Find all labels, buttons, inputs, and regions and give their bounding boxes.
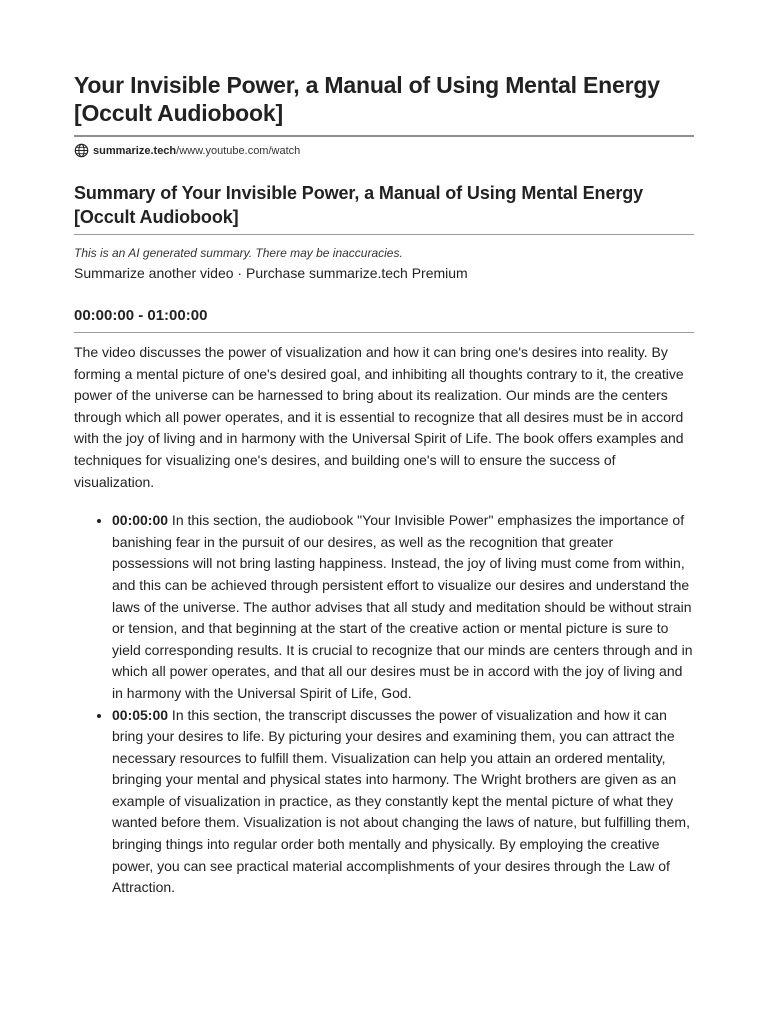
timestamp-link[interactable]: 00:00:00 xyxy=(112,512,169,529)
summarize-another-link[interactable]: Summarize another video xyxy=(74,265,234,281)
source-line xyxy=(74,143,694,158)
timestamp-link[interactable]: 00:05:00 xyxy=(112,706,169,723)
link-separator: · xyxy=(233,265,246,281)
summary-title: Summary of Your Invisible Power, a Manual of Using Mental Energy [Occult Audiobook] xyxy=(74,183,644,227)
title-divider xyxy=(74,135,694,137)
source-site[interactable]: summarize.tech xyxy=(93,144,177,157)
entry-text: In this section, the transcript discusses the power of visualization and how it can bring your desires to life. By picturing your desires and examining them, you can attract the necessary resources to fulfill them. Visualization can help you attain an ordered mentality, bringing your mental and physical states into harmony. The Wright brothers are given as an example of visualization in practice, as they constantly kept the mental picture of what they wanted before them. Visualization is not about changing the laws of nature, but fulfilling them, bringing things into regular order both mentally and physically. By employing the creative power, you can see practical material accomplishments of your desires through the Law of Attraction. xyxy=(112,706,690,896)
ai-disclaimer: This is an AI generated summary. There may be inaccuracies. xyxy=(74,246,403,260)
timestamp-list xyxy=(74,510,694,899)
summary-links xyxy=(74,264,694,282)
globe-icon xyxy=(74,143,89,158)
list-item xyxy=(112,705,694,899)
list-item xyxy=(112,510,694,704)
summary-divider xyxy=(74,234,694,235)
section-divider xyxy=(74,332,694,333)
section-summary: The video discusses the power of visualization and how it can bring one's desires into reality. By forming a mental picture of one's desired goal, and inhibiting all thoughts contrary to it, the creative power of the universe can be harnessed to bring about its realization. Our minds are the centers through which all power operates, and it is essential to recognize that all desires must be in accord with the joy of living and in harmony with the Universal Spirit of Life. The book offers examples and techniques for visualizing one's desires, and building one's will to ensure the success of visualization. xyxy=(74,344,684,490)
section-time-range: 00:00:00 - 01:00:00 xyxy=(74,307,208,324)
page-title: Your Invisible Power, a Manual of Using Mental Energy [Occult Audiobook] xyxy=(74,72,660,126)
purchase-premium-link[interactable]: Purchase summarize.tech Premium xyxy=(245,265,468,281)
entry-text: In this section, the audiobook "Your Invisible Power" emphasizes the importance of banishing fear in the pursuit of our desires, as well as the recognition that greater possessions will not bring lasting happiness. Instead, the joy of living must come from within, and this can be achieved through persistent effort to visualize our desires and understand the laws of the universe. The author advises that all study and meditation should be without strain or tension, and that beginning at the start of the creative action or mental picture is sure to yield corresponding results. It is crucial to recognize that our minds are centers through and in which all power operates, and that all our desires must be in accord with the joy of living and in harmony with the Universal Spirit of Life, God. xyxy=(112,512,693,701)
source-path[interactable]: /www.youtube.com/watch xyxy=(176,144,301,157)
